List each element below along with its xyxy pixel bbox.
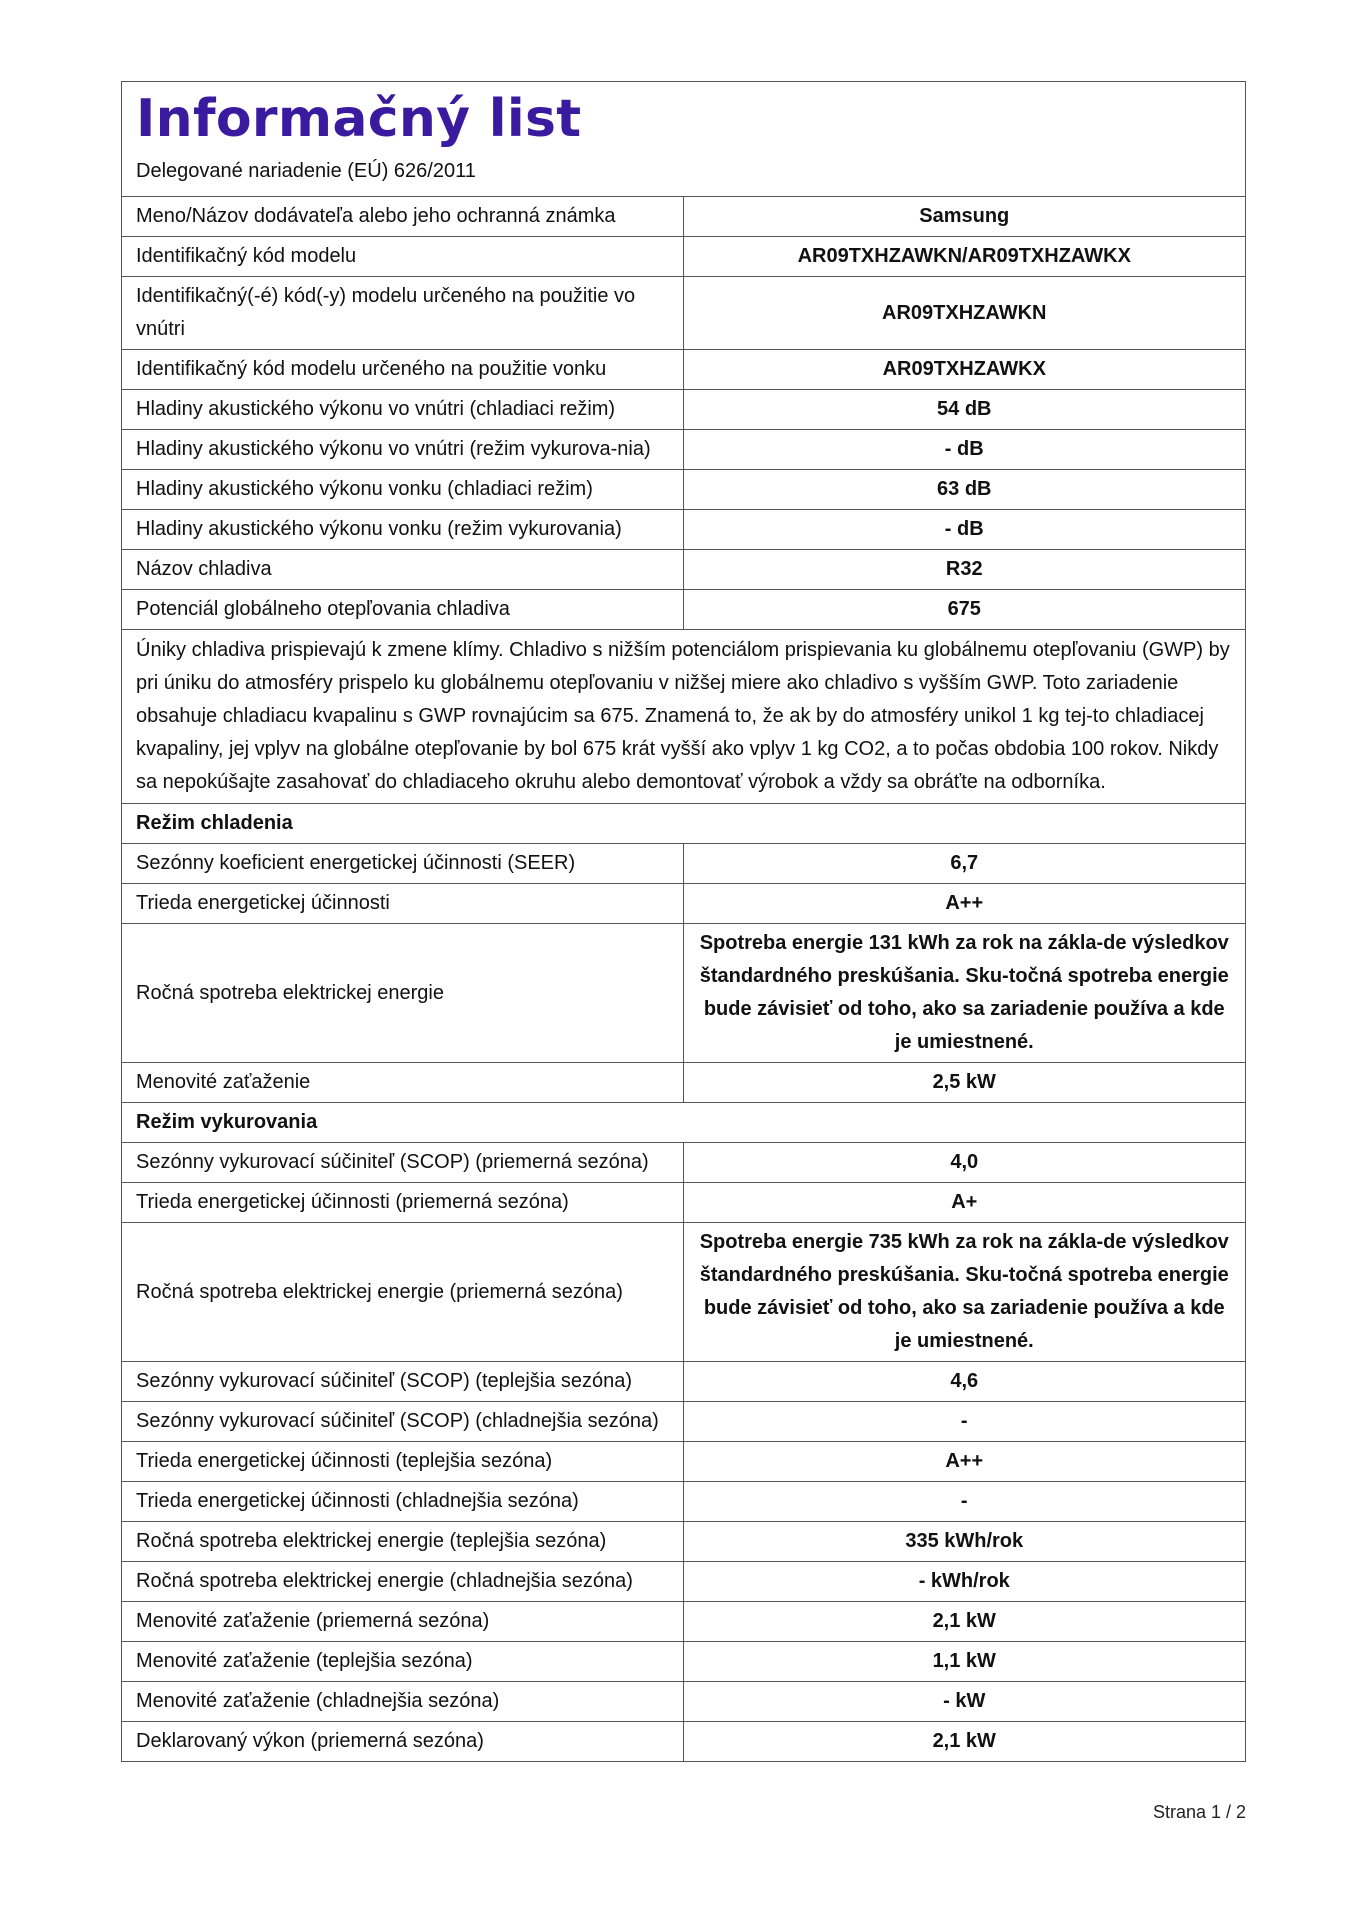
row-label: Hladiny akustického výkonu vonku (chladiaci režim) (122, 470, 683, 510)
row-value: - kWh/rok (683, 1562, 1245, 1602)
table-row (122, 844, 1245, 884)
regulation-reference: Delegované nariadenie (EÚ) 626/2011 (136, 160, 476, 182)
row-value: - dB (683, 510, 1245, 550)
table-row (122, 1063, 1245, 1103)
table-row (122, 1362, 1245, 1402)
row-value: - (683, 1402, 1245, 1442)
row-value: AR09TXHZAWKN/AR09TXHZAWKX (683, 237, 1245, 277)
row-value: Spotreba energie 735 kWh za rok na zákla-de výsledkov štandardného preskúšania. Sku-točná spotreba energie bude závisieť od toho, ako sa zariadenie používa a kde je umiestnené. (683, 1223, 1245, 1362)
row-value: A++ (683, 884, 1245, 924)
row-label: Potenciál globálneho otepľovania chladiva (122, 590, 683, 630)
row-label: Ročná spotreba elektrickej energie (teplejšia sezóna) (122, 1522, 683, 1562)
row-label: Meno/Názov dodávateľa alebo jeho ochranná známka (122, 197, 683, 237)
row-value: 63 dB (683, 470, 1245, 510)
table-row (122, 590, 1245, 630)
row-label: Trieda energetickej účinnosti (priemerná sezóna) (122, 1183, 683, 1223)
table-row (122, 510, 1245, 550)
row-label: Hladiny akustického výkonu vonku (režim vykurovania) (122, 510, 683, 550)
spec-table (122, 197, 1245, 1761)
table-row (122, 1642, 1245, 1682)
row-value: 335 kWh/rok (683, 1522, 1245, 1562)
row-value: - (683, 1482, 1245, 1522)
page-number: Strana 1 / 2 (1152, 1802, 1246, 1822)
row-value: 4,0 (683, 1143, 1245, 1183)
table-row (122, 1722, 1245, 1762)
row-value: - dB (683, 430, 1245, 470)
row-value: 2,1 kW (683, 1602, 1245, 1642)
table-row (122, 1482, 1245, 1522)
table-row (122, 237, 1245, 277)
table-row (122, 1402, 1245, 1442)
table-row (122, 1562, 1245, 1602)
row-label: Ročná spotreba elektrickej energie (priemerná sezóna) (122, 1223, 683, 1362)
table-row (122, 1223, 1245, 1362)
information-sheet (121, 81, 1246, 1762)
table-row (122, 630, 1245, 804)
row-label: Ročná spotreba elektrickej energie (122, 924, 683, 1063)
sheet-header (122, 82, 1245, 197)
row-label: Identifikačný kód modelu určeného na použitie vonku (122, 350, 683, 390)
row-label: Hladiny akustického výkonu vo vnútri (režim vykurova-nia) (122, 430, 683, 470)
row-label: Identifikačný kód modelu (122, 237, 683, 277)
row-label: Menovité zaťaženie (122, 1063, 683, 1103)
table-row (122, 884, 1245, 924)
row-value: 6,7 (683, 844, 1245, 884)
table-row (122, 1103, 1245, 1143)
row-label: Deklarovaný výkon (priemerná sezóna) (122, 1722, 683, 1762)
row-label: Identifikačný(-é) kód(-y) modelu určeného na použitie vo vnútri (122, 277, 683, 350)
row-label: Menovité zaťaženie (teplejšia sezóna) (122, 1642, 683, 1682)
section-heading-heating: Režim vykurovania (122, 1103, 1245, 1143)
table-row (122, 1143, 1245, 1183)
table-row (122, 1522, 1245, 1562)
row-value: R32 (683, 550, 1245, 590)
row-value: 675 (683, 590, 1245, 630)
table-row (122, 390, 1245, 430)
table-row (122, 470, 1245, 510)
row-label: Trieda energetickej účinnosti (122, 884, 683, 924)
row-label: Sezónny vykurovací súčiniteľ (SCOP) (chladnejšia sezóna) (122, 1402, 683, 1442)
row-label: Trieda energetickej účinnosti (chladnejšia sezóna) (122, 1482, 683, 1522)
row-label: Ročná spotreba elektrickej energie (chladnejšia sezóna) (122, 1562, 683, 1602)
refrigerant-note: Úniky chladiva prispievajú k zmene klímy. Chladivo s nižším potenciálom prispievania ku globálnemu otepľovaniu (GWP) by pri úniku do atmosféry prispelo ku globálnemu otepľovaniu v nižšej miere ako chladivo s vyšším GWP. Toto zariadenie obsahuje chladiacu kvapalinu s GWP rovnajúcim sa 675. Znamená to, že ak by do atmosféry unikol 1 kg tej-to chladiacej kvapaliny, jej vplyv na globálne otepľovanie by bol 675 krát vyšší ako vplyv 1 kg CO2, a to počas obdobia 100 rokov. Nikdy sa nepokúšajte zasahovať do chladiaceho okruhu alebo demontovať výrobok a vždy sa obráťte na odborníka. (122, 630, 1245, 804)
table-row (122, 1183, 1245, 1223)
row-value: A+ (683, 1183, 1245, 1223)
row-value: AR09TXHZAWKN (683, 277, 1245, 350)
row-label: Menovité zaťaženie (priemerná sezóna) (122, 1602, 683, 1642)
row-value: 2,5 kW (683, 1063, 1245, 1103)
row-value: 1,1 kW (683, 1642, 1245, 1682)
row-label: Hladiny akustického výkonu vo vnútri (chladiaci režim) (122, 390, 683, 430)
row-label: Sezónny vykurovací súčiniteľ (SCOP) (priemerná sezóna) (122, 1143, 683, 1183)
table-row (122, 430, 1245, 470)
row-value: Samsung (683, 197, 1245, 237)
table-row (122, 277, 1245, 350)
table-row (122, 550, 1245, 590)
table-row (122, 1682, 1245, 1722)
row-value: 54 dB (683, 390, 1245, 430)
table-row (122, 350, 1245, 390)
table-row (122, 1602, 1245, 1642)
row-label: Názov chladiva (122, 550, 683, 590)
row-value: - kW (683, 1682, 1245, 1722)
row-label: Sezónny vykurovací súčiniteľ (SCOP) (teplejšia sezóna) (122, 1362, 683, 1402)
table-row (122, 1442, 1245, 1482)
table-row (122, 804, 1245, 844)
table-row (122, 924, 1245, 1063)
row-value: 4,6 (683, 1362, 1245, 1402)
row-value: Spotreba energie 131 kWh za rok na zákla-de výsledkov štandardného preskúšania. Sku-točná spotreba energie bude závisieť od toho, ako sa zariadenie používa a kde je umiestnené. (683, 924, 1245, 1063)
page-title: Informačný list (136, 89, 582, 149)
row-value: A++ (683, 1442, 1245, 1482)
row-value: AR09TXHZAWKX (683, 350, 1245, 390)
row-label: Sezónny koeficient energetickej účinnosti (SEER) (122, 844, 683, 884)
row-value: 2,1 kW (683, 1722, 1245, 1762)
row-label: Trieda energetickej účinnosti (teplejšia sezóna) (122, 1442, 683, 1482)
section-heading-cooling: Režim chladenia (122, 804, 1245, 844)
table-row (122, 197, 1245, 237)
row-label: Menovité zaťaženie (chladnejšia sezóna) (122, 1682, 683, 1722)
